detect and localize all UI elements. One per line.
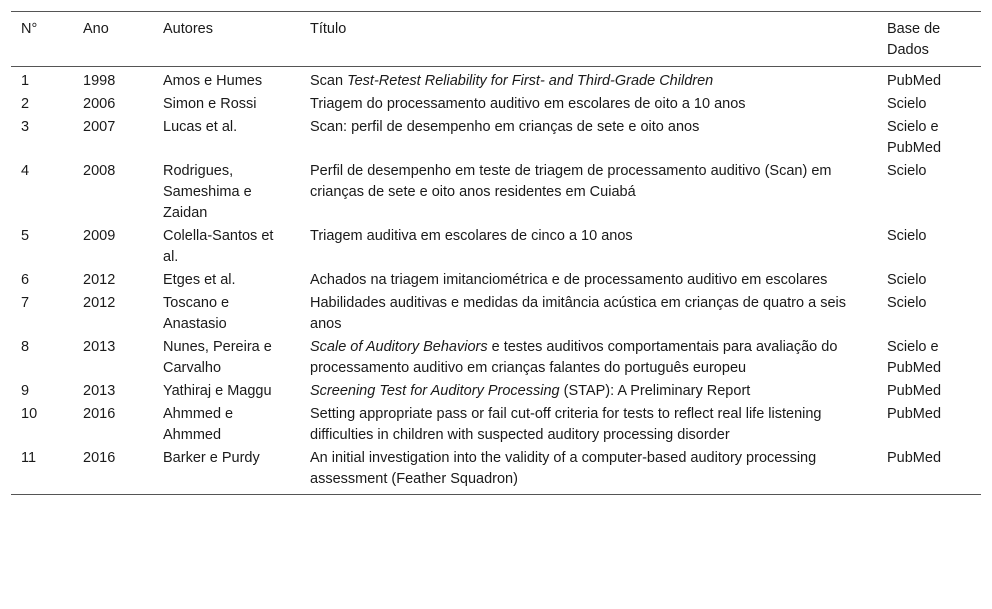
table-row (11, 380, 981, 403)
header-authors: Autores (153, 12, 300, 67)
cell-title (300, 336, 877, 380)
title-text: Triagem auditiva em escolares de cinco a 10 anos (310, 228, 633, 244)
cell-year: 2012 (83, 272, 116, 288)
cell-authors: Colella-Santos et al. (163, 228, 274, 265)
cell-authors: Yathiraj e Maggu (163, 383, 272, 399)
cell-title (300, 225, 877, 269)
cell-database: Scielo (887, 163, 927, 179)
cell-title (300, 160, 877, 225)
cell-database: Scielo (887, 228, 927, 244)
cell-title (300, 403, 877, 447)
cell-title (300, 67, 877, 94)
cell-database: PubMed (877, 447, 981, 495)
title-text: Scan: perfil de desempenho em crianças de sete e oito anos (310, 119, 700, 135)
title-text: Achados na triagem imitanciométrica e de processamento auditivo em escolares (310, 272, 828, 288)
title-text: An initial investigation into the validity of a computer-based auditory processing assessment (Feather Squadron) (310, 450, 817, 487)
header-row (11, 12, 981, 67)
cell-title (300, 93, 877, 116)
header-num: N° (11, 12, 73, 67)
title-text: Scan (310, 73, 348, 89)
cell-title (300, 269, 877, 292)
cell-title (300, 292, 877, 336)
title-text-after: (STAP): A Preliminary Report (559, 383, 751, 399)
cell-authors: Ahmmed e Ahmmed (163, 406, 234, 443)
cell-authors: Amos e Humes (163, 73, 263, 89)
title-text: Perfil de desempenho em teste de triagem de processamento auditivo (Scan) em crianças de sete e oito anos residentes em Cuiabá (310, 163, 832, 200)
cell-title (300, 116, 877, 160)
table-row (11, 116, 981, 160)
cell-num: 10 (21, 406, 38, 422)
table-row (11, 225, 981, 269)
cell-year: 2008 (83, 163, 116, 179)
cell-authors: Simon e Rossi (163, 96, 257, 112)
cell-num: 6 (21, 272, 30, 288)
cell-year: 2016 (73, 447, 153, 495)
cell-database: Scielo (887, 96, 927, 112)
cell-database: PubMed (887, 383, 942, 399)
cell-authors: Barker e Purdy (153, 447, 300, 495)
cell-num: 5 (21, 228, 30, 244)
cell-database: PubMed (887, 406, 942, 422)
cell-database: Scielo (887, 272, 927, 288)
cell-title (300, 380, 877, 403)
cell-year: 2006 (83, 96, 116, 112)
cell-year: 2013 (83, 339, 116, 355)
title-text-after: e testes auditivos comportamentais para avaliação do processamento auditivo em crianças falantes do português europeu (310, 339, 838, 376)
table-row (11, 403, 981, 447)
cell-database: PubMed (887, 73, 942, 89)
cell-database: Scielo e PubMed (887, 119, 942, 156)
cell-num: 4 (21, 163, 30, 179)
cell-authors: Rodrigues, Sameshima e Zaidan (163, 163, 252, 221)
header-database: Base de Dados (877, 12, 981, 67)
cell-num: 8 (21, 339, 30, 355)
cell-database: Scielo (887, 295, 927, 311)
table-row (11, 292, 981, 336)
cell-database: Scielo e PubMed (887, 339, 942, 376)
cell-authors: Etges et al. (163, 272, 236, 288)
table-body (11, 67, 981, 495)
cell-num: 1 (21, 73, 30, 89)
cell-authors: Lucas et al. (163, 119, 238, 135)
header-title: Título (300, 12, 877, 67)
table-row (11, 67, 981, 94)
cell-year: 2016 (83, 406, 116, 422)
cell-num: 2 (21, 96, 30, 112)
cell-authors: Toscano e Anastasio (163, 295, 230, 332)
cell-num: 3 (21, 119, 30, 135)
cell-year: 2007 (83, 119, 116, 135)
table-header (11, 12, 981, 67)
table-row (11, 336, 981, 380)
title-text: Habilidades auditivas e medidas da imitância acústica em crianças de quatro a seis anos (310, 295, 846, 332)
studies-table (11, 11, 981, 495)
cell-year: 2009 (83, 228, 116, 244)
title-text: Triagem do processamento auditivo em escolares de oito a 10 anos (310, 96, 746, 112)
table-row (11, 269, 981, 292)
cell-title (300, 447, 877, 495)
cell-num: 9 (21, 383, 30, 399)
title-italic: Scale of Auditory Behaviors (310, 339, 488, 355)
table-row (11, 93, 981, 116)
title-italic: Screening Test for Auditory Processing (310, 383, 560, 399)
title-text: Setting appropriate pass or fail cut-off criteria for tests to reflect real life listening difficulties in children with suspected auditory processing disorder (310, 406, 822, 443)
header-year: Ano (73, 12, 153, 67)
cell-authors: Nunes, Pereira e Carvalho (163, 339, 272, 376)
table-row (11, 447, 981, 495)
cell-year: 2012 (83, 295, 116, 311)
cell-num: 7 (21, 295, 30, 311)
cell-year: 2013 (83, 383, 116, 399)
table-row (11, 160, 981, 225)
title-italic: Test-Retest Reliability for First- and Third-Grade Children (347, 73, 714, 89)
cell-year: 1998 (83, 73, 116, 89)
cell-num: 11 (11, 447, 73, 495)
